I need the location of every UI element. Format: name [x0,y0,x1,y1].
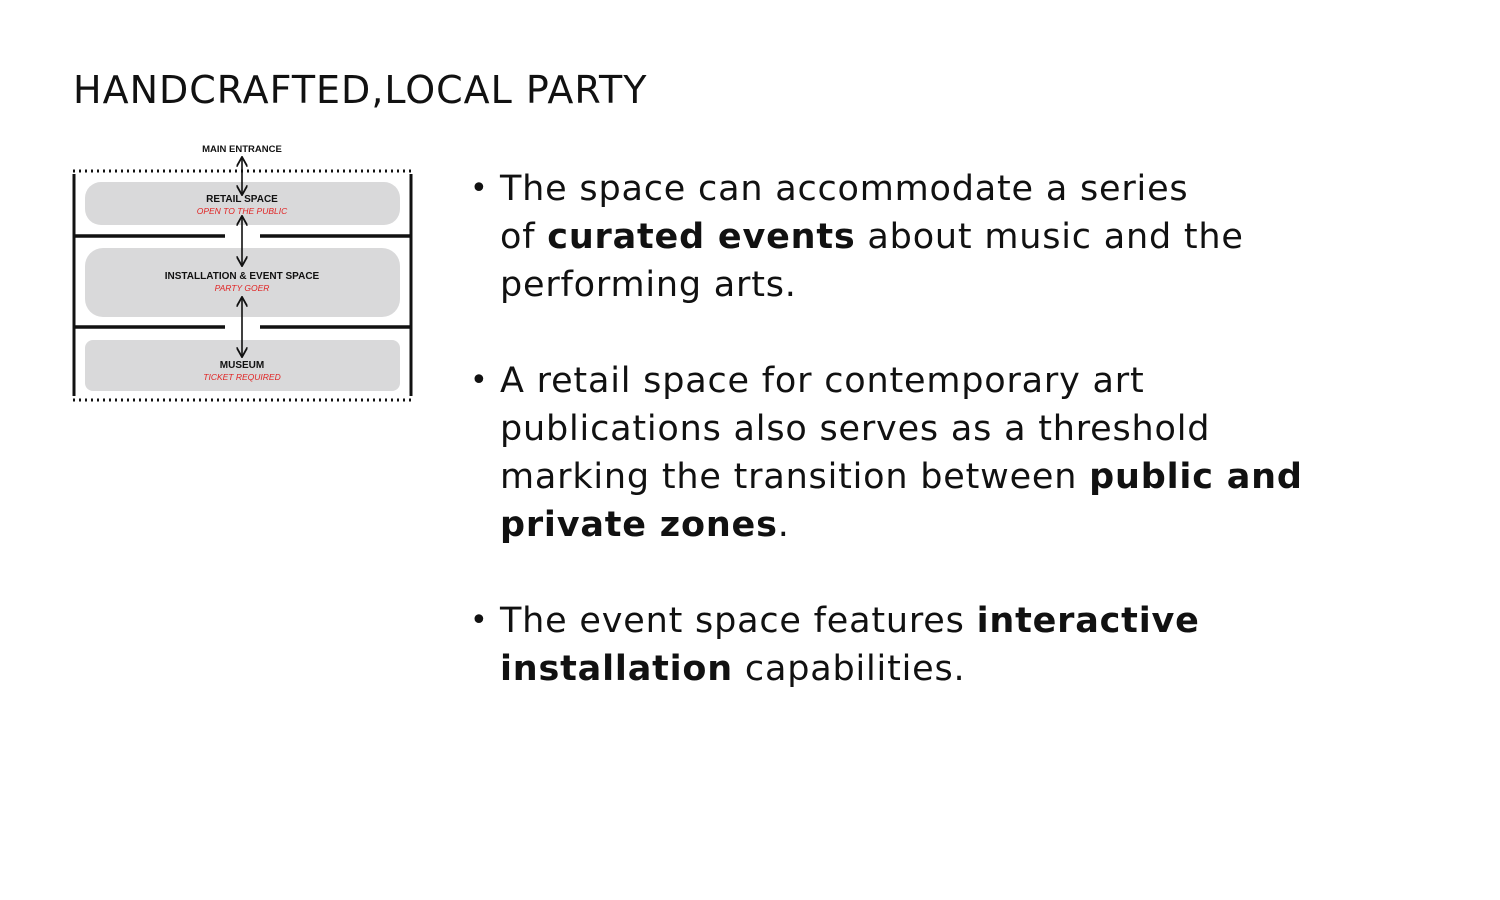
bullet-emphasis: installation [500,649,733,689]
bullet-emphasis: curated events [547,217,856,257]
zone-label-retail: RETAIL SPACE [206,194,278,205]
bullet-emphasis: private zones [500,505,778,545]
zone-note-museum: TICKET REQUIRED [203,372,281,382]
page-title: HANDCRAFTED,LOCAL PARTY [73,68,648,112]
bullet-list [470,165,1430,741]
bullet-text: . [777,505,790,545]
bullet-text: of [500,217,548,257]
bullet-emphasis: public and [1089,457,1303,497]
bullet-text: A retail space for contemporary art [500,361,1145,401]
bullet-text: capabilities. [733,649,966,689]
bullet-emphasis: interactive [976,601,1200,641]
zone-note-retail: OPEN TO THE PUBLIC [196,206,288,216]
circulation-diagram-svg [68,138,420,410]
bullet-text: about music and the [855,217,1244,257]
zone-note-event: PARTY GOER [214,283,270,293]
zone-label-museum: MUSEUM [219,360,265,371]
bullet-dot: • [470,171,489,206]
main-entrance-label: MAIN ENTRANCE [202,144,282,155]
bullet-item [470,357,1430,549]
bullet-text: The space can accommodate a series [500,169,1189,209]
bullet-dot: • [470,363,489,398]
bullet-item [470,597,1430,693]
bullet-text: performing arts. [500,265,797,305]
bullet-dot: • [470,603,489,638]
bullet-item [470,165,1430,309]
bullet-text: The event space features [500,601,977,641]
bullet-text: marking the transition between [500,457,1090,497]
bullet-text: publications also serves as a threshold [500,409,1211,449]
zone-label-event: INSTALLATION & EVENT SPACE [164,271,320,282]
circulation-diagram [68,138,420,410]
